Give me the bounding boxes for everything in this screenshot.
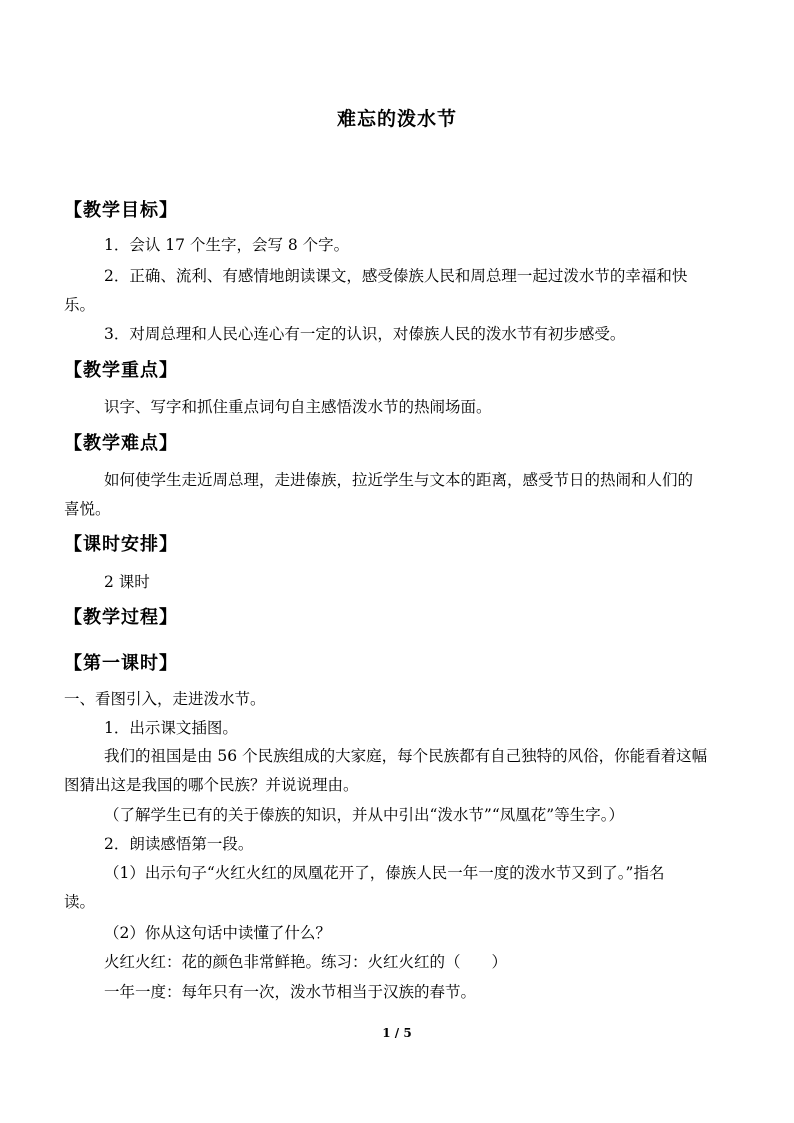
- objective-line-2: 2．正确、流利、有感情地朗读课文，感受傣族人民和周总理一起过泼水节的幸福和快: [104, 267, 688, 285]
- lesson-line-11: 一年一度：每年只有一次，泼水节相当于汉族的春节。: [104, 983, 477, 1001]
- lesson-line-7: （1）出示句子“火红火红的凤凰花开了，傣族人民一年一度的泼水节又到了。”指名: [104, 864, 665, 882]
- lesson-line-1: 一、看图引入，走进泼水节。: [64, 690, 266, 708]
- heading-schedule: 【课时安排】: [64, 534, 178, 555]
- lesson-line-9: （2）你从这句话中读懂了什么？: [104, 924, 331, 942]
- key-points-line-1: 识字、写字和抓住重点词句自主感悟泼水节的热闹场面。: [104, 398, 492, 416]
- heading-key-points: 【教学重点】: [64, 360, 178, 381]
- lesson-line-10: 火红火红：花的颜色非常鲜艳。练习：火红火红的（ ）: [104, 953, 508, 971]
- heading-first-lesson: 【第一课时】: [64, 653, 178, 674]
- document-title: 难忘的泼水节: [336, 108, 457, 130]
- heading-difficulties: 【教学难点】: [64, 433, 178, 454]
- objective-line-1: 1．会认 17 个生字，会写 8 个字。: [104, 236, 350, 254]
- heading-process: 【教学过程】: [64, 607, 178, 628]
- heading-objectives: 【教学目标】: [64, 200, 178, 221]
- page-number: 1 / 5: [382, 1026, 412, 1040]
- lesson-line-3: 我们的祖国是由 56 个民族组成的大家庭，每个民族都有自己独特的风俗，你能看着这幅: [104, 747, 708, 765]
- lesson-line-5: （了解学生已有的关于傣族的知识，并从中引出“泼水节”“凤凰花”等生字。）: [104, 806, 624, 824]
- lesson-line-4: 图猜出这是我国的哪个民族？并说说理由。: [64, 776, 359, 794]
- schedule-line-1: 2 课时: [104, 573, 150, 591]
- objective-line-2-cont: 乐。: [64, 296, 96, 314]
- lesson-line-8: 读。: [64, 893, 96, 911]
- difficulties-line-1: 如何使学生走近周总理，走进傣族，拉近学生与文本的距离，感受节日的热闹和人们的: [104, 471, 694, 489]
- lesson-line-2: 1．出示课文插图。: [104, 719, 238, 737]
- difficulties-line-2: 喜悦。: [64, 500, 111, 518]
- lesson-line-6: 2．朗读感悟第一段。: [104, 835, 254, 853]
- objective-line-3: 3．对周总理和人民心连心有一定的认识，对傣族人民的泼水节有初步感受。: [104, 325, 626, 343]
